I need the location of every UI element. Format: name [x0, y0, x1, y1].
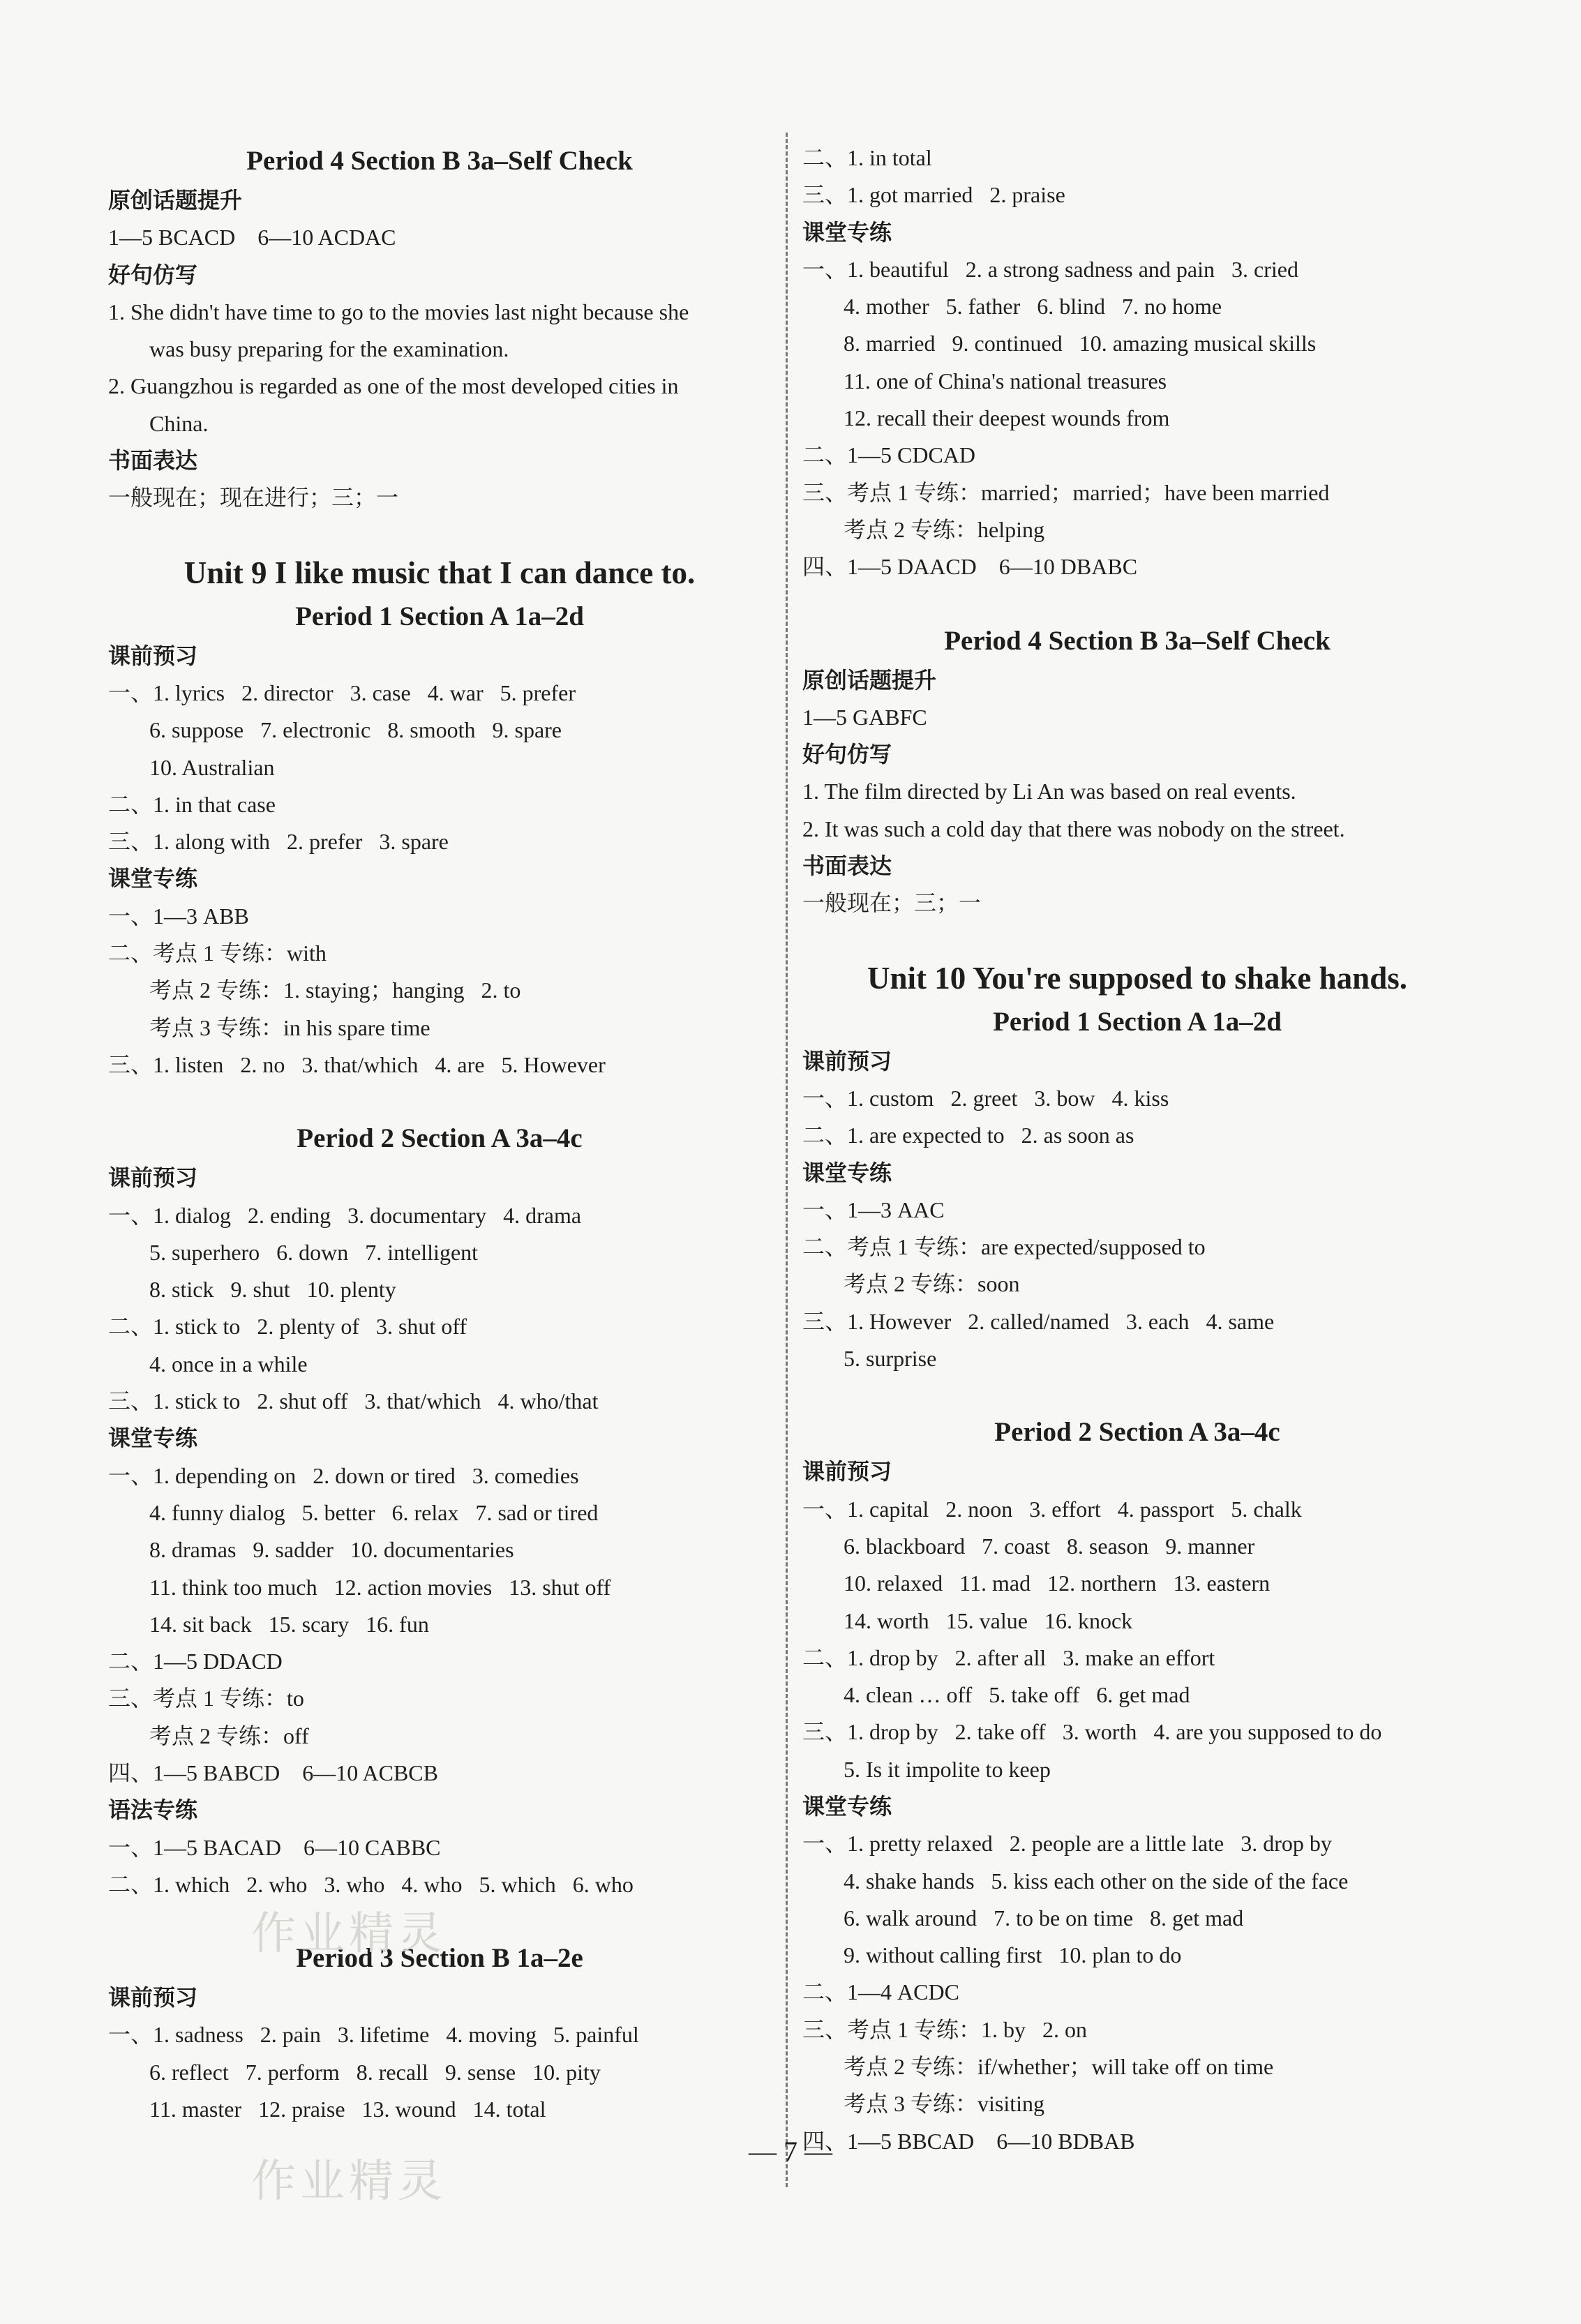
subsection-heading: 课堂专练 — [802, 218, 892, 246]
answer-line: 1. The film directed by Li An was based on real events. — [802, 779, 1296, 804]
answer-line: 4. clean … off 5. take off 6. get mad — [844, 1682, 1190, 1708]
answer-line: 11. one of China's national treasures — [844, 368, 1167, 393]
section-title: Period 1 Section A 1a–2d — [295, 601, 584, 631]
answer-line: 考点 2 专练：soon — [844, 1271, 1020, 1297]
section-title: Period 2 Section A 3a–4c — [297, 1123, 583, 1154]
answer-line: 11. master 12. praise 13. wound 14. total — [149, 2097, 546, 2122]
answer-line: 二、1. stick to 2. plenty of 3. shut off — [108, 1314, 467, 1340]
subsection-heading: 书面表达 — [802, 853, 892, 880]
answer-line: 4. mother 5. father 6. blind 7. no home — [844, 294, 1222, 320]
subsection-heading: 课前预习 — [108, 642, 198, 669]
answer-line: 二、1—4 ACDC — [802, 1979, 959, 2005]
subsection-heading: 原创话题提升 — [108, 187, 243, 213]
answer-line: 2. It was such a cold day that there was nobody on the street. — [802, 816, 1345, 841]
subsection-heading: 课前预习 — [108, 1164, 198, 1192]
answer-line: was busy preparing for the examination. — [149, 336, 509, 362]
answer-line: 一、1—3 ABB — [108, 903, 249, 929]
answer-line: 4. once in a while — [149, 1351, 308, 1377]
answer-line: 14. sit back 15. scary 16. fun — [149, 1611, 429, 1637]
answer-line: 三、考点 1 专练：1. by 2. on — [802, 2016, 1088, 2042]
answer-line: 二、1—5 DDACD — [108, 1649, 283, 1674]
answer-line: China. — [149, 410, 209, 436]
subsection-heading: 好句仿写 — [108, 261, 198, 288]
answer-line: 一、1. dialog 2. ending 3. documentary 4. drama — [108, 1202, 582, 1228]
answer-line: 14. worth 15. value 16. knock — [844, 1607, 1133, 1633]
right-column — [802, 140, 1472, 2160]
answer-line: 一般现在；现在进行；三；一 — [108, 485, 399, 511]
answer-line: 一、1—3 AAC — [802, 1197, 945, 1222]
answer-line: 一般现在；三；一 — [802, 890, 982, 916]
answer-line: 一、1. depending on 2. down or tired 3. comedies — [108, 1462, 579, 1488]
answer-line: 一、1. beautiful 2. a strong sadness and pain 3. cried — [802, 256, 1298, 282]
answer-line: 6. suppose 7. electronic 8. smooth 9. spare — [149, 717, 562, 743]
answer-line: 二、1. in that case — [108, 791, 276, 817]
answer-block — [108, 1979, 771, 2128]
answer-line: 三、1. drop by 2. take off 3. worth 4. are you supposed to do — [802, 1719, 1382, 1745]
answer-line: 4. funny dialog 5. better 6. relax 7. sad or tired — [149, 1499, 599, 1525]
answer-block — [802, 662, 1472, 922]
section-title: Period 3 Section B 1a–2e — [296, 1943, 583, 1974]
subsection-heading: 课堂专练 — [108, 1425, 198, 1452]
unit-title: Unit 10 You're supposed to shake hands. — [867, 960, 1407, 996]
section-title: Period 1 Section A 1a–2d — [993, 1006, 1282, 1037]
answer-line: 8. dramas 9. sadder 10. documentaries — [149, 1537, 514, 1563]
answer-line: 6. walk around 7. to be on time 8. get mad — [844, 1905, 1244, 1931]
answer-line: 四、1—5 DAACD 6—10 DBABC — [802, 554, 1138, 580]
subsection-heading: 课前预习 — [802, 1047, 892, 1074]
answer-line: 11. think too much 12. action movies 13. shut off — [149, 1574, 611, 1600]
watermark: 作业精灵 — [251, 2156, 447, 2207]
answer-line: 二、1. drop by 2. after all 3. make an effort — [802, 1644, 1215, 1670]
section-title: Period 4 Section B 3a–Self Check — [246, 146, 633, 176]
subsection-heading: 原创话题提升 — [802, 666, 937, 694]
answer-block — [802, 140, 1472, 586]
subsection-heading: 课堂专练 — [802, 1792, 892, 1820]
answer-block — [802, 1043, 1472, 1378]
subsection-heading: 课前预习 — [108, 1984, 198, 2011]
subsection-heading: 课堂专练 — [802, 1159, 892, 1186]
answer-line: 二、1. which 2. who 3. who 4. who 5. which 6. who — [108, 1871, 634, 1897]
answer-line: 三、1. stick to 2. shut off 3. that/which 4. who/that — [108, 1388, 599, 1414]
subsection-heading: 语法专练 — [108, 1797, 198, 1824]
answer-line: 4. shake hands 5. kiss each other on the side of the face — [844, 1868, 1349, 1894]
answer-line: 三、1. listen 2. no 3. that/which 4. are 5. However — [108, 1051, 606, 1077]
answer-line: 三、1. along with 2. prefer 3. spare — [108, 829, 449, 855]
answer-line: 1—5 GABFC — [802, 704, 927, 730]
answer-line: 四、1—5 BBCAD 6—10 BDBAB — [802, 2128, 1135, 2154]
answer-line: 一、1. pretty relaxed 2. people are a little late 3. drop by — [802, 1831, 1332, 1857]
answer-line: 一、1—5 BACAD 6—10 CABBC — [108, 1834, 441, 1860]
column-divider — [786, 133, 788, 2187]
answer-line: 二、考点 1 专练：are expected/supposed to — [802, 1234, 1206, 1260]
answer-line: 6. reflect 7. perform 8. recall 9. sense 10. pity — [149, 2059, 601, 2085]
watermark: 作业精灵 — [251, 1908, 447, 1960]
answer-block — [108, 1160, 771, 1903]
subsection-heading: 好句仿写 — [802, 741, 892, 768]
page-number: — 7 — — [749, 2136, 832, 2167]
section-title: Period 2 Section A 3a–4c — [994, 1417, 1280, 1448]
answer-line: 考点 2 专练：1. staying；hanging 2. to — [149, 977, 521, 1003]
answer-line: 二、1. are expected to 2. as soon as — [802, 1123, 1134, 1148]
answer-line: 8. stick 9. shut 10. plenty — [149, 1277, 396, 1303]
answer-block — [108, 638, 771, 1084]
answer-line: 考点 3 专练：visiting — [844, 2091, 1045, 2117]
answer-line: 三、考点 1 专练：to — [108, 1686, 304, 1711]
answer-line: 三、考点 1 专练：married；married；have been married — [802, 479, 1330, 505]
answer-block — [802, 1453, 1472, 2160]
answer-line: 一、1. sadness 2. pain 3. lifetime 4. moving 5. painful — [108, 2022, 639, 2048]
answer-line: 三、1. However 2. called/named 3. each 4. same — [802, 1308, 1275, 1334]
subsection-heading: 课前预习 — [802, 1458, 892, 1485]
answer-line: 一、1. lyrics 2. director 3. case 4. war 5. prefer — [108, 680, 576, 705]
answer-line: 考点 2 专练：off — [149, 1723, 309, 1748]
answer-line: 6. blackboard 7. coast 8. season 9. manner — [844, 1533, 1255, 1559]
answer-line: 考点 2 专练：if/whether；will take off on time — [844, 2054, 1274, 2080]
answer-line: 一、1. custom 2. greet 3. bow 4. kiss — [802, 1085, 1169, 1111]
answer-line: 二、1—5 CDCAD — [802, 442, 976, 468]
answer-line: 12. recall their deepest wounds from — [844, 405, 1170, 431]
answer-line: 考点 3 专练：in his spare time — [149, 1014, 430, 1040]
answer-line: 考点 2 专练：helping — [844, 516, 1044, 542]
subsection-heading: 课堂专练 — [108, 865, 198, 892]
answer-line: 二、1. in total — [802, 145, 932, 170]
unit-title: Unit 9 I like music that I can dance to. — [183, 555, 696, 590]
answer-line: 三、1. got married 2. praise — [802, 182, 1065, 208]
answer-line: 1—5 BCACD 6—10 ACDAC — [108, 225, 396, 250]
answer-line: 8. married 9. continued 10. amazing musical skills — [844, 331, 1317, 357]
answer-line: 10. relaxed 11. mad 12. northern 13. eastern — [844, 1570, 1271, 1596]
answer-line: 9. without calling first 10. plan to do — [844, 1942, 1182, 1968]
left-column — [108, 140, 771, 2128]
answer-line: 5. surprise — [844, 1346, 937, 1372]
answer-line: 5. superhero 6. down 7. intelligent — [149, 1239, 479, 1265]
answer-line: 二、考点 1 专练：with — [108, 940, 327, 966]
answer-block — [108, 182, 771, 517]
answer-line: 10. Australian — [149, 754, 275, 780]
subsection-heading: 书面表达 — [108, 447, 198, 474]
answer-line: 四、1—5 BABCD 6—10 ACBCB — [108, 1760, 438, 1785]
section-title: Period 4 Section B 3a–Self Check — [944, 625, 1331, 656]
answer-line: 1. She didn't have time to go to the movies last night because she — [108, 299, 689, 324]
answer-line: 一、1. capital 2. noon 3. effort 4. passport 5. chalk — [802, 1496, 1302, 1522]
answer-line: 5. Is it impolite to keep — [844, 1756, 1051, 1782]
answer-line: 2. Guangzhou is regarded as one of the most developed cities in — [108, 373, 679, 399]
